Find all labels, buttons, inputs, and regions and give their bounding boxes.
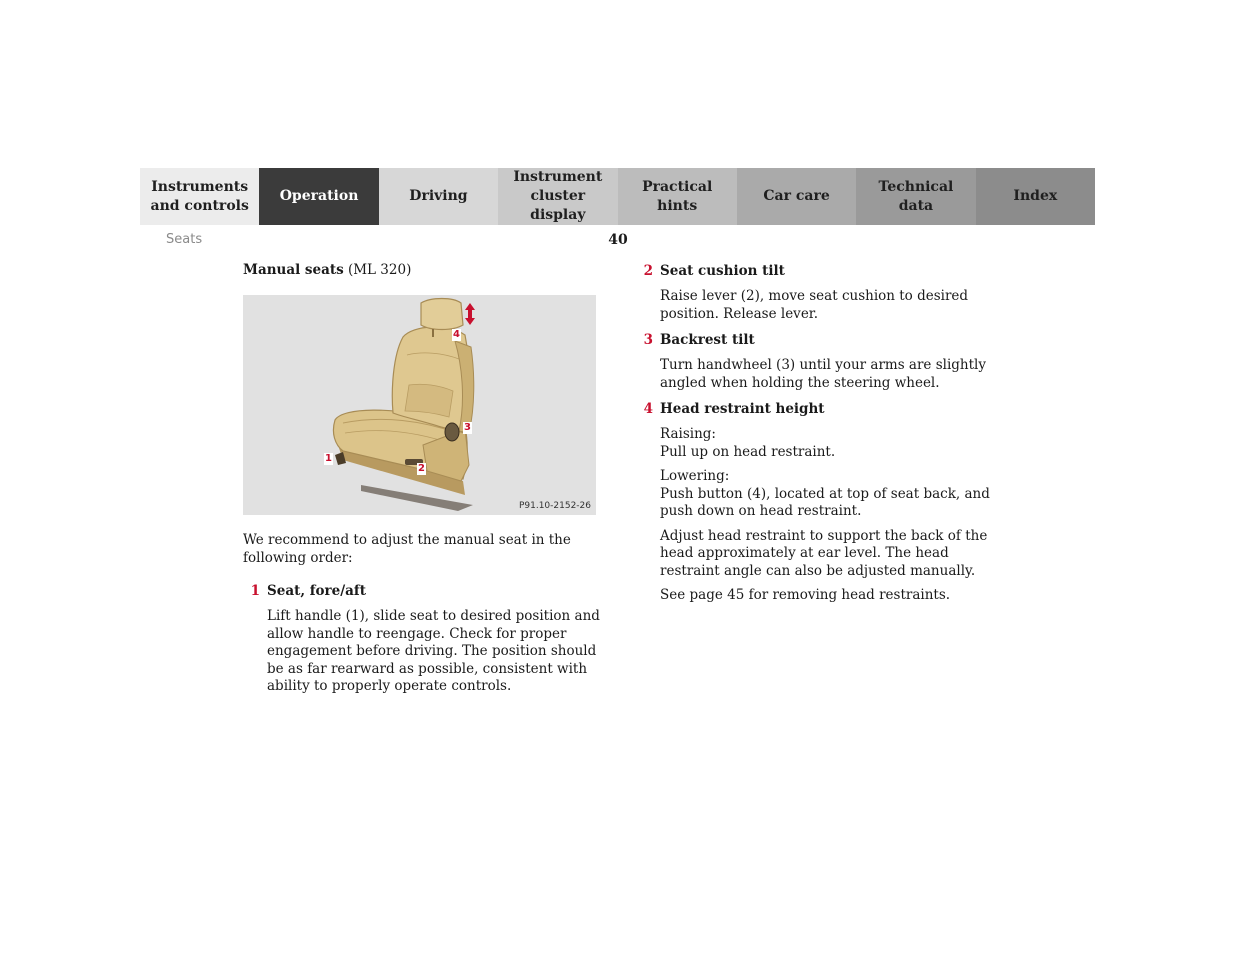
lowering-text: Push button (4), located at top of seat back, and push down on head restraint. xyxy=(660,485,990,519)
step-header xyxy=(636,400,996,418)
step-3 xyxy=(636,331,996,399)
step-number: 4 xyxy=(643,401,653,417)
tab-car-care[interactable]: Car care xyxy=(737,168,856,225)
seat-illustration xyxy=(243,295,596,515)
figure-code: P91.10-2152-26 xyxy=(518,501,591,511)
step-title: Seat, fore/aft xyxy=(267,583,366,599)
adjust-paragraph: Adjust head restraint to support the back of the head approximately at ear level. The head restraint angle can also be adjusted manually. xyxy=(660,527,988,579)
chapter-nav xyxy=(140,168,1095,225)
step-title: Head restraint height xyxy=(660,401,825,417)
callout-2: 2 xyxy=(418,463,425,474)
callout-1: 1 xyxy=(325,453,332,464)
step-header xyxy=(636,331,996,349)
tab-index[interactable]: Index xyxy=(976,168,1095,225)
step-paragraph: Raise lever (2), move seat cushion to desired position. Release lever. xyxy=(660,288,969,322)
page-number: 40 xyxy=(608,232,628,248)
seat-drawing xyxy=(243,295,596,515)
step-paragraph: Lift handle (1), slide seat to desired position and allow handle to reengage. Check for proper engagement before driving. The position should be as far rearward as possible, consistent with ability to properly operate controls. xyxy=(267,608,600,694)
tab-driving[interactable]: Driving xyxy=(379,168,498,225)
intro-text: We recommend to adjust the manual seat in the following order: xyxy=(243,532,571,566)
see-page-paragraph: See page 45 for removing head restraints. xyxy=(660,587,951,603)
heading-bold: Manual seats xyxy=(243,262,344,278)
step-number: 2 xyxy=(643,263,653,279)
raising-label: Raising: xyxy=(660,426,716,442)
tab-instruments-and-controls[interactable]: Instruments and controls xyxy=(140,168,259,225)
callout-4: 4 xyxy=(453,329,460,340)
step-title: Backrest tilt xyxy=(660,332,755,348)
step-2 xyxy=(636,262,996,330)
tab-operation[interactable]: Operation xyxy=(259,168,378,225)
step-body xyxy=(267,608,603,696)
step-number: 3 xyxy=(643,332,653,348)
step-header xyxy=(636,262,996,280)
tab-practical-hints[interactable]: Practical hints xyxy=(618,168,737,225)
step-number: 1 xyxy=(250,583,260,599)
step-4 xyxy=(636,400,996,612)
step-body xyxy=(660,288,996,323)
raising-paragraph xyxy=(660,426,996,461)
raising-text: Pull up on head restraint. xyxy=(660,443,836,460)
tab-instrument-cluster-display[interactable]: Instrument cluster display xyxy=(498,168,617,225)
heading-suffix: (ML 320) xyxy=(343,262,412,278)
step-paragraph: Turn handwheel (3) until your arms are slightly angled when holding the steering wheel. xyxy=(660,357,986,391)
lowering-label: Lowering: xyxy=(660,468,730,484)
page-heading xyxy=(243,262,411,278)
step-1 xyxy=(243,582,603,703)
callout-3: 3 xyxy=(464,422,471,433)
step-body xyxy=(660,426,996,605)
step-title: Seat cushion tilt xyxy=(660,263,785,279)
tab-technical-data[interactable]: Technical data xyxy=(856,168,975,225)
lowering-paragraph xyxy=(660,468,996,521)
step-header xyxy=(243,582,603,600)
step-body xyxy=(660,357,996,392)
section-title: Seats xyxy=(166,232,203,247)
